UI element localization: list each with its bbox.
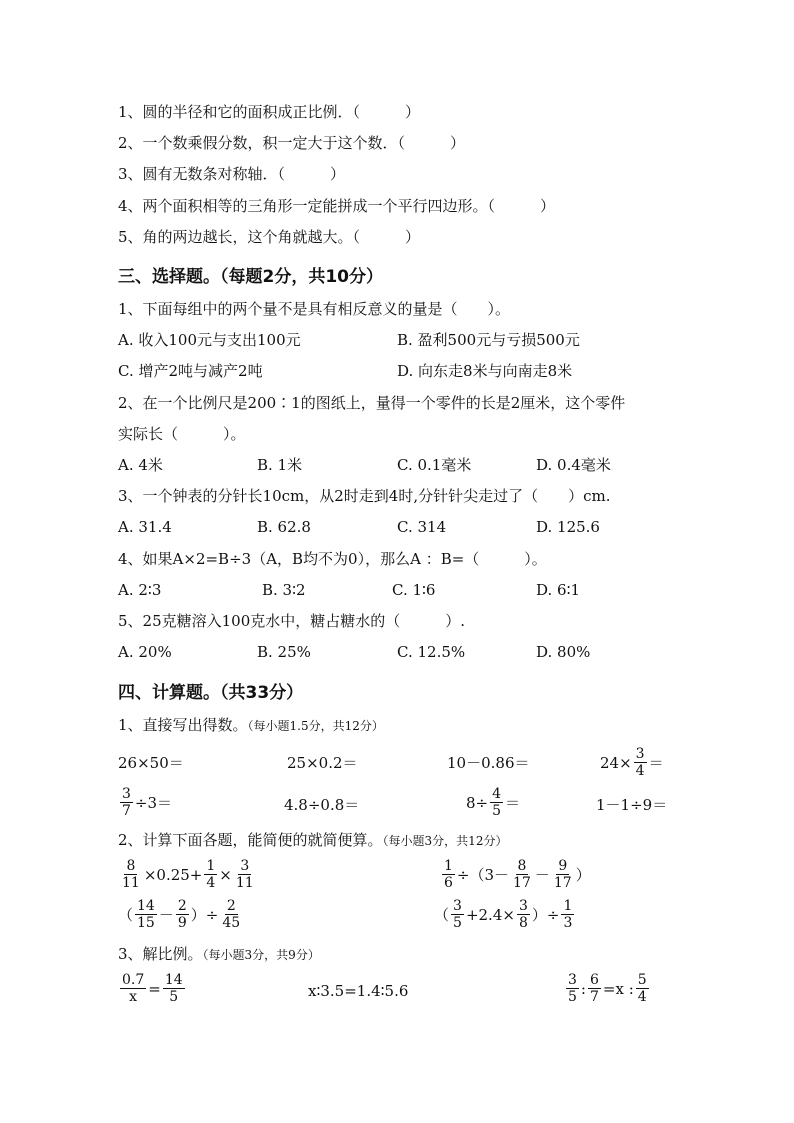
fraction-denominator: x (129, 989, 138, 1005)
direct-calc-2: 25×0.2＝ (287, 754, 358, 772)
direct-calc-4-suffix: ＝ (648, 754, 664, 772)
fraction-denominator: 17 (553, 875, 572, 891)
proportion-1-fraction-1 (120, 972, 146, 1005)
fraction-numerator: 6 (589, 972, 599, 988)
fraction-numerator: 2 (177, 898, 187, 914)
fraction-denominator: 11 (235, 875, 254, 891)
fraction-numerator: 3 (518, 898, 528, 914)
simplify-3-fraction-3 (220, 898, 242, 931)
simplify-2-operator-1: ÷（3－ (456, 866, 510, 884)
proportion-3-fraction-1 (566, 972, 579, 1005)
simplify-4-open-paren: （ (434, 906, 450, 924)
proportion-1 (118, 972, 187, 1005)
choice-q5-stem: 5、25克糖溶入100克水中，糖占糖水的（ ）. (118, 612, 466, 630)
fraction-denominator: 7 (589, 989, 599, 1005)
direct-calc-7-prefix: 8÷ (466, 793, 489, 812)
direct-calc-6: 4.8÷0.8＝ (284, 796, 360, 814)
fraction-numerator: 1 (444, 858, 453, 874)
direct-calc-5 (118, 786, 172, 819)
direct-calc-7 (466, 786, 520, 819)
fraction-denominator: 5 (568, 989, 577, 1005)
fraction-denominator: 9 (177, 915, 187, 931)
fraction-numerator: 14 (137, 898, 155, 914)
simplify-1-fraction-2 (204, 858, 217, 891)
fraction-numerator: 3 (453, 898, 462, 914)
judgment-question-4: 4、两个面积相等的三角形一定能拼成一个平行四边形。（ ） (118, 197, 556, 215)
fraction-denominator: 4 (635, 763, 645, 779)
fraction-numerator: 5 (637, 972, 647, 988)
choice-q5-option-a: A. 20% (118, 643, 172, 661)
simplify-calc-4 (434, 898, 576, 931)
choice-q4-option-d: D. 6∶1 (536, 581, 581, 599)
direct-calc-3: 10－0.86＝ (447, 754, 530, 772)
simplify-2-fraction-1 (442, 858, 455, 891)
proportion-3-middle: =x : (602, 979, 634, 998)
proportion-3 (564, 972, 651, 1005)
fraction-denominator: 17 (513, 875, 531, 891)
fraction-denominator: 8 (518, 915, 528, 931)
fraction-numerator: 1 (206, 858, 216, 874)
proportion-1-equals: = (148, 979, 161, 998)
fraction-numerator: 4 (492, 786, 502, 802)
calc-part-2-label (118, 830, 507, 851)
choice-q1-option-d: D. 向东走8米与向南走8米 (397, 362, 573, 380)
direct-calc-5-suffix: ÷3＝ (134, 794, 173, 812)
calc-part-3-note: （每小题3分，共9分） (202, 948, 320, 962)
fraction-denominator: 4 (637, 989, 647, 1005)
simplify-4-fraction-1 (451, 898, 464, 931)
direct-calc-1: 26×50＝ (118, 754, 184, 772)
judgment-question-1: 1、圆的半径和它的面积成正比例．（ ） (118, 103, 421, 121)
fraction-denominator: 4 (206, 875, 216, 891)
fraction-denominator: 5 (453, 915, 462, 931)
direct-calc-4 (600, 746, 664, 779)
fraction-numerator: 3 (635, 746, 645, 762)
simplify-1-fraction-1 (120, 858, 142, 891)
direct-calc-7-fraction (490, 786, 503, 819)
calc-part-2-note: （每小题3分，共12分） (382, 834, 508, 848)
direct-calc-4-prefix: 24× (600, 753, 632, 772)
choice-q1-option-a: A. 收入100元与支出100元 (118, 331, 301, 349)
simplify-2-fraction-3 (552, 858, 574, 891)
choice-q2-option-c: C. 0.1毫米 (397, 456, 472, 474)
choice-q2-option-d: D. 0.4毫米 (536, 456, 611, 474)
simplify-4-fraction-2 (517, 898, 530, 931)
proportion-3-fraction-2 (588, 972, 601, 1005)
choice-q4-stem: 4、如果A×2=B÷3（A，B均不为0），那么A ：B=（ ）。 (118, 550, 547, 568)
calc-part-1-text: 1、直接写出得数。 (118, 716, 248, 734)
choice-q1-option-b: B. 盈利500元与亏损500元 (397, 331, 580, 349)
fraction-denominator: 15 (137, 915, 155, 931)
choice-q4-option-b: B. 3∶2 (262, 581, 306, 599)
calc-part-3-label (118, 944, 320, 965)
choice-q2-option-a: A. 4米 (118, 456, 163, 474)
simplify-1-operator-2: × (219, 865, 232, 884)
choice-q2-stem-line2: 实际长（ ）。 (118, 425, 246, 443)
proportion-2: x∶3.5=1.4∶5.6 (308, 982, 409, 1000)
fraction-numerator: 3 (240, 858, 250, 874)
fraction-numerator: 2 (226, 898, 236, 914)
direct-calc-5-fraction (120, 786, 133, 819)
fraction-denominator: 3 (563, 915, 573, 931)
choice-q3-stem: 3、一个钟表的分针长10cm，从2时走到4时,分针针尖走过了（ ）cm. (118, 487, 611, 505)
choice-q3-option-c: C. 314 (397, 518, 447, 536)
choice-q5-option-b: B. 25% (257, 643, 311, 661)
fraction-denominator: 45 (222, 915, 241, 931)
direct-calc-7-suffix: ＝ (505, 794, 521, 812)
direct-calc-8: 1－1÷9＝ (596, 796, 668, 814)
judgment-question-5: 5、角的两边越长，这个角就越大。（ ） (118, 228, 421, 246)
simplify-2-close-paren: ） (575, 866, 591, 884)
fraction-numerator: 3 (122, 786, 131, 802)
fraction-denominator: 11 (122, 875, 140, 891)
proportion-3-fraction-3 (636, 972, 649, 1005)
direct-calc-4-fraction (634, 746, 647, 779)
judgment-question-2: 2、一个数乘假分数，积一定大于这个数．（ ） (118, 134, 466, 152)
fraction-denominator: 7 (122, 803, 131, 819)
section-3-title: 三、选择题。（每题2分，共10分） (118, 267, 383, 287)
simplify-calc-1 (118, 858, 258, 891)
fraction-numerator: 8 (126, 858, 136, 874)
choice-q5-option-c: C. 12.5% (397, 643, 466, 661)
fraction-numerator: 1 (563, 898, 573, 914)
choice-q1-stem: 1、下面每组中的两个量不是具有相反意义的量是（ ）。 (118, 300, 511, 318)
simplify-2-operator-2: － (534, 866, 550, 884)
choice-q5-option-d: D. 80% (536, 643, 591, 661)
simplify-4-fraction-3 (561, 898, 574, 931)
fraction-numerator: 0.7 (122, 972, 145, 988)
simplify-1-operator-1: ×0.25+ (143, 865, 203, 884)
fraction-denominator: 5 (492, 803, 502, 819)
calc-part-2-text: 2、计算下面各题，能简便的就简便算。 (118, 831, 383, 849)
fraction-numerator: 3 (568, 972, 577, 988)
section-4-title: 四、计算题。（共33分） (118, 683, 304, 703)
judgment-question-3: 3、圆有无数条对称轴．（ ） (118, 165, 346, 183)
fraction-numerator: 8 (517, 858, 527, 874)
choice-q3-option-b: B. 62.8 (257, 518, 311, 536)
simplify-3-fraction-1 (135, 898, 157, 931)
fraction-numerator: 14 (164, 972, 183, 988)
choice-q3-option-d: D. 125.6 (536, 518, 600, 536)
choice-q1-option-c: C. 增产2吨与减产2吨 (118, 362, 263, 380)
simplify-3-open-paren: （ (118, 906, 134, 924)
calc-part-1-label (118, 715, 384, 736)
simplify-calc-3 (118, 898, 244, 931)
simplify-1-fraction-3 (234, 858, 256, 891)
simplify-3-operator-1: － (158, 906, 174, 924)
choice-q4-option-c: C. 1∶6 (392, 581, 436, 599)
fraction-numerator: 9 (558, 858, 568, 874)
choice-q2-stem-line1: 2、在一个比例尺是200∶1的图纸上，量得一个零件的长是2厘米，这个零件 (118, 394, 626, 412)
proportion-3-colon: : (580, 979, 586, 998)
proportion-1-fraction-2 (163, 972, 185, 1005)
simplify-3-fraction-2 (176, 898, 189, 931)
simplify-2-fraction-2 (511, 858, 533, 891)
simplify-4-operator-2: ）÷ (531, 906, 560, 924)
simplify-3-operator-2: ）÷ (190, 906, 219, 924)
choice-q2-option-b: B. 1米 (257, 456, 303, 474)
simplify-calc-2 (440, 858, 591, 891)
fraction-denominator: 5 (169, 989, 179, 1005)
fraction-denominator: 6 (444, 875, 453, 891)
choice-q4-option-a: A. 2∶3 (118, 581, 162, 599)
choice-q3-option-a: A. 31.4 (118, 518, 172, 536)
simplify-4-operator-1: +2.4× (465, 905, 515, 924)
calc-part-3-text: 3、解比例。 (118, 945, 203, 963)
calc-part-1-note: （每小题1.5分，共12分） (247, 719, 384, 733)
